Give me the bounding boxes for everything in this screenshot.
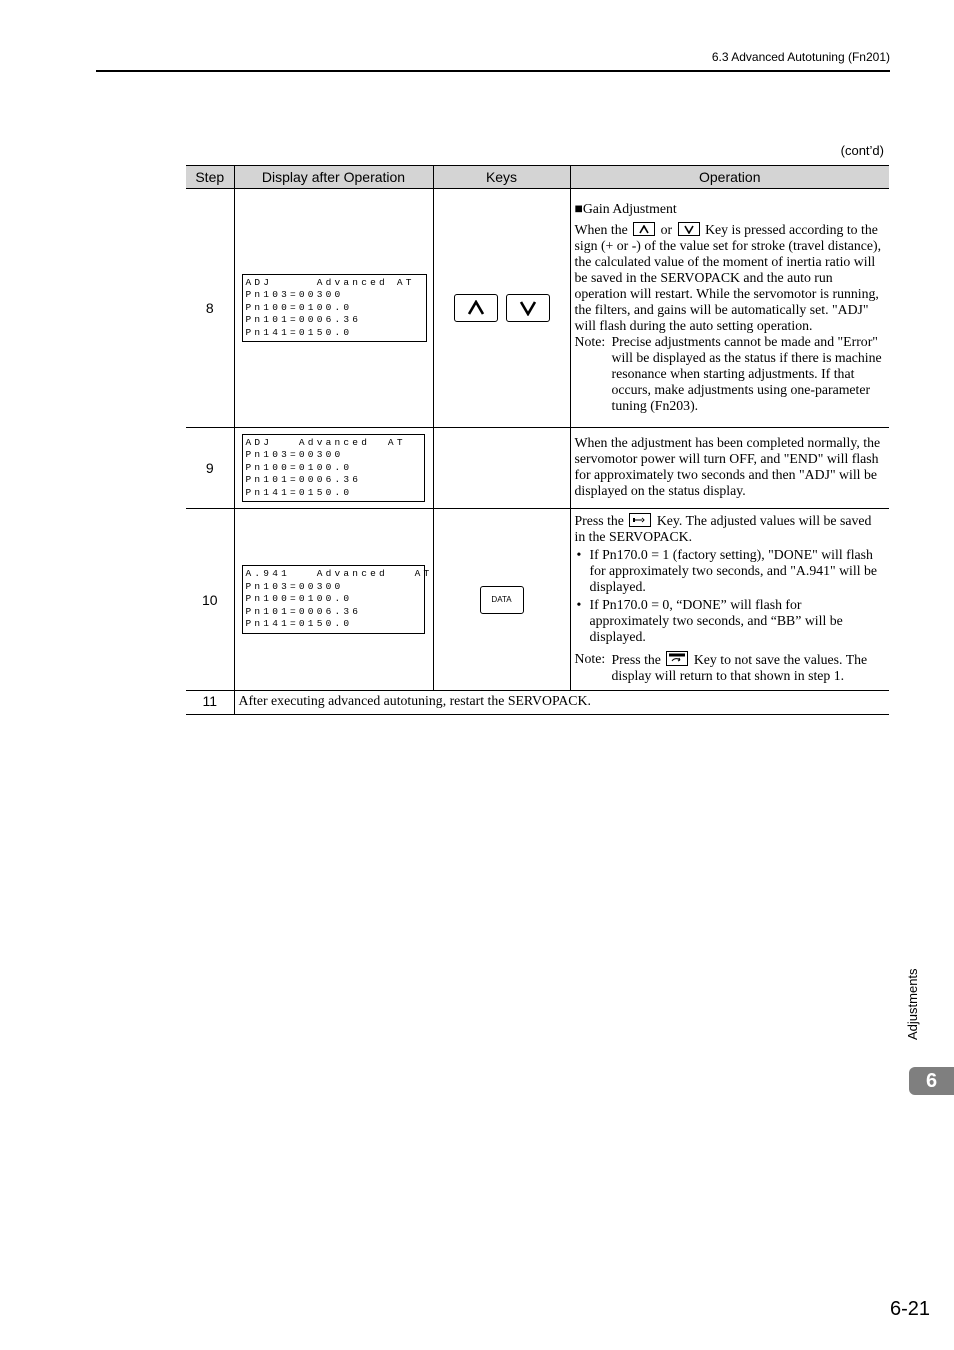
bullet-text: If Pn170.0 = 1 (factory setting), "DONE" will flash for approximately two seconds, and "A.941" will be displayed. xyxy=(589,547,878,594)
operation-text xyxy=(575,222,884,334)
note-text xyxy=(612,651,884,684)
text-fragment: Press the xyxy=(611,652,661,667)
table-row xyxy=(186,428,889,509)
operation-text: When the adjustment has been completed normally, the servomotor power will turn OFF, and "END" will flash for approximately two seconds and then "ADJ" will be displayed on the status display. xyxy=(574,435,881,498)
note-text: Precise adjustments cannot be made and "Error" will be displayed as the status if there is machine resonance when starting adjustments. If that occurs, make adjustments using one-parameter tuning (Fn203). xyxy=(611,333,882,413)
mode-set-key-icon xyxy=(666,651,688,666)
text-fragment: Key is pressed according to the sign (+ or -) of the value set for stroke (travel distance), the calculated value of the moment of inertia ratio will be saved in the SERVOPACK and the auto run operation will restart. While the servomotor is running, the filters, and gains will be automatically set. "ADJ" will flash during the auto setting operation. xyxy=(574,221,882,333)
table-row xyxy=(186,189,889,428)
procedure-table xyxy=(186,165,889,715)
col-operation: Operation xyxy=(570,166,889,189)
data-enter-key-icon xyxy=(629,513,651,527)
col-display: Display after Operation xyxy=(234,166,433,189)
text-fragment: Key to not save the values. The display will return to that shown in step 1. xyxy=(611,652,868,683)
header-rule xyxy=(96,70,890,72)
operation-cell xyxy=(570,189,889,428)
gain-adjustment-heading: ■Gain Adjustment xyxy=(574,200,677,216)
operation-cell xyxy=(570,428,889,509)
keys-cell xyxy=(433,509,570,691)
chapter-sidebar-label: Adjustments xyxy=(905,968,920,1040)
lcd-display: ADJ Advanced AT Pn103=00300 Pn100=0100.0 Pn101=0006.36 Pn141=0150.0 xyxy=(242,434,425,503)
list-item xyxy=(575,597,884,645)
keys-cell xyxy=(433,189,570,428)
note xyxy=(575,334,884,414)
bullet-icon: • xyxy=(576,597,582,612)
table-row xyxy=(186,509,889,691)
chapter-tab: 6 xyxy=(909,1067,954,1095)
table-header-row xyxy=(186,166,889,189)
table-row xyxy=(186,691,889,715)
up-arrow-icon xyxy=(467,300,485,316)
up-key-icon xyxy=(633,222,655,236)
lcd-display: A.941 Advanced AT Pn103=00300 Pn100=0100.0 Pn101=0006.36 Pn141=0150.0 xyxy=(242,565,425,634)
text-fragment: or xyxy=(660,221,673,237)
final-step-text: After executing advanced autotuning, restart the SERVOPACK. xyxy=(234,691,889,715)
note-label: Note: xyxy=(574,333,606,349)
step-number: 11 xyxy=(186,691,234,715)
text-fragment: When the xyxy=(574,221,628,237)
lcd-display: ADJ Advanced AT Pn103=00300 Pn100=0100.0 Pn101=0006.36 Pn141=0150.0 xyxy=(242,274,427,343)
text-fragment: Key. The adjusted values will be saved in the SERVOPACK. xyxy=(574,513,872,544)
text-fragment: Press the xyxy=(574,513,624,528)
display-cell xyxy=(234,428,433,509)
display-cell xyxy=(234,189,433,428)
section-title: 6.3 Advanced Autotuning (Fn201) xyxy=(711,50,890,64)
step-number: 9 xyxy=(186,428,234,509)
step-number: 10 xyxy=(186,509,234,691)
note xyxy=(575,651,884,684)
keys-cell xyxy=(433,428,570,509)
col-keys: Keys xyxy=(433,166,570,189)
up-key-button[interactable] xyxy=(454,294,498,322)
continued-label: (cont’d) xyxy=(840,143,884,158)
data-key-button[interactable]: DATA xyxy=(480,586,524,614)
down-key-icon xyxy=(678,222,700,236)
bullet-icon: • xyxy=(576,547,582,562)
bullet-text: If Pn170.0 = 0, “DONE” will flash for approximately two seconds, and “BB” will be displayed. xyxy=(589,597,843,644)
page-number: 6-21 xyxy=(889,1298,930,1320)
down-arrow-icon xyxy=(519,300,537,316)
col-step: Step xyxy=(186,166,234,189)
operation-text xyxy=(575,513,884,545)
down-key-button[interactable] xyxy=(506,294,550,322)
list-item xyxy=(575,547,884,595)
step-number: 8 xyxy=(186,189,234,428)
operation-cell xyxy=(570,509,889,691)
note-label: Note: xyxy=(574,651,606,666)
display-cell xyxy=(234,509,433,691)
